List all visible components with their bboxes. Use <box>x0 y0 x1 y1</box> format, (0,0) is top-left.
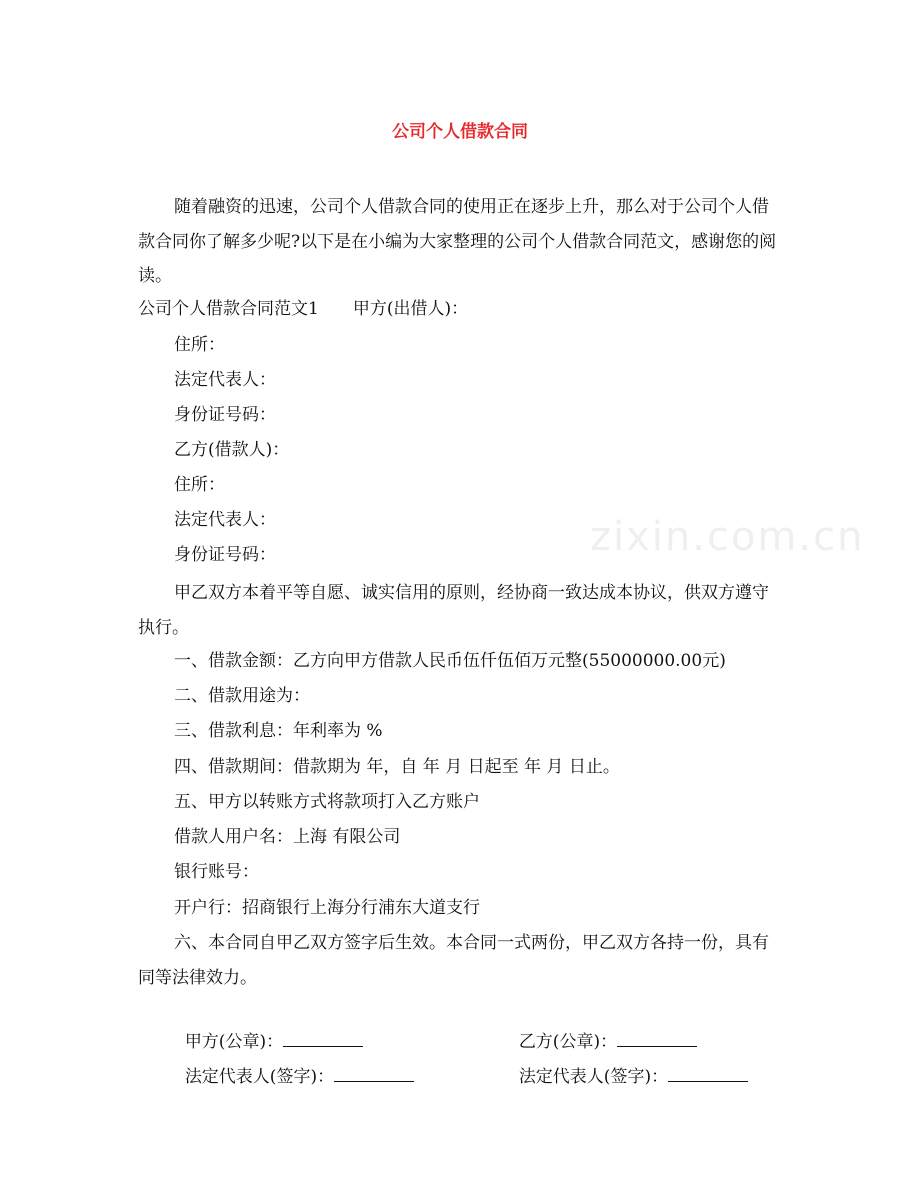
party-a-rep: 法定代表人： <box>174 370 276 390</box>
document-title: 公司个人借款合同 <box>392 122 528 142</box>
party-b-rep-sign-blank[interactable] <box>668 1063 748 1082</box>
party-b-rep: 法定代表人： <box>174 510 276 530</box>
party-a-seal-label: 甲方(公章)： <box>184 1032 284 1052</box>
party-b-label: 乙方(借款人)： <box>174 440 290 460</box>
party-a-rep-sign-blank[interactable] <box>334 1063 414 1082</box>
sample-heading: 公司个人借款合同范文1 甲方(出借人)： <box>138 299 469 319</box>
agreement-paragraph: 甲乙双方本着平等自愿、诚实信用的原则，经协商一致达成本协议，供双方遵守执行。 <box>138 583 769 638</box>
clause-3: 三、借款利息：年利率为 % <box>174 721 383 741</box>
party-b-rep-sign-label: 法定代表人(签字)： <box>518 1067 669 1087</box>
party-b-id: 身份证号码： <box>174 545 276 565</box>
clause-2: 二、借款用途为： <box>174 686 310 706</box>
clause-5: 五、甲方以转账方式将款项打入乙方账户 <box>174 792 480 812</box>
party-a-rep-sign-label: 法定代表人(签字)： <box>184 1067 335 1087</box>
party-a-rep-sign-field <box>174 1037 414 1090</box>
party-b-address: 住所： <box>174 475 225 495</box>
party-b-rep-sign-field <box>508 1037 748 1090</box>
account-number: 银行账号： <box>174 862 259 882</box>
intro-paragraph: 随着融资的迅速，公司个人借款合同的使用正在逐步上升，那么对于公司个人借款合同你了解多少呢?以下是在小编为大家整理的公司个人借款合同范文，感谢您的阅读。 <box>138 197 777 286</box>
watermark: zixin.com.cn <box>590 514 865 560</box>
party-b-seal-label: 乙方(公章)： <box>518 1032 618 1052</box>
party-a-address: 住所： <box>174 335 225 355</box>
clause-1: 一、借款金额：乙方向甲方借款人民币伍仟伍佰万元整(55000000.00元) <box>174 651 726 671</box>
party-a-id: 身份证号码： <box>174 405 276 425</box>
clause-4: 四、借款期间：借款期为 年，自 年 月 日起至 年 月 日止。 <box>174 757 620 777</box>
account-name: 借款人用户名：上海 有限公司 <box>174 827 401 847</box>
clause-6: 六、本合同自甲乙双方签字后生效。本合同一式两份，甲乙双方各持一份，具有同等法律效力。 <box>138 933 769 988</box>
bank-name: 开户行：招商银行上海分行浦东大道支行 <box>174 898 480 918</box>
